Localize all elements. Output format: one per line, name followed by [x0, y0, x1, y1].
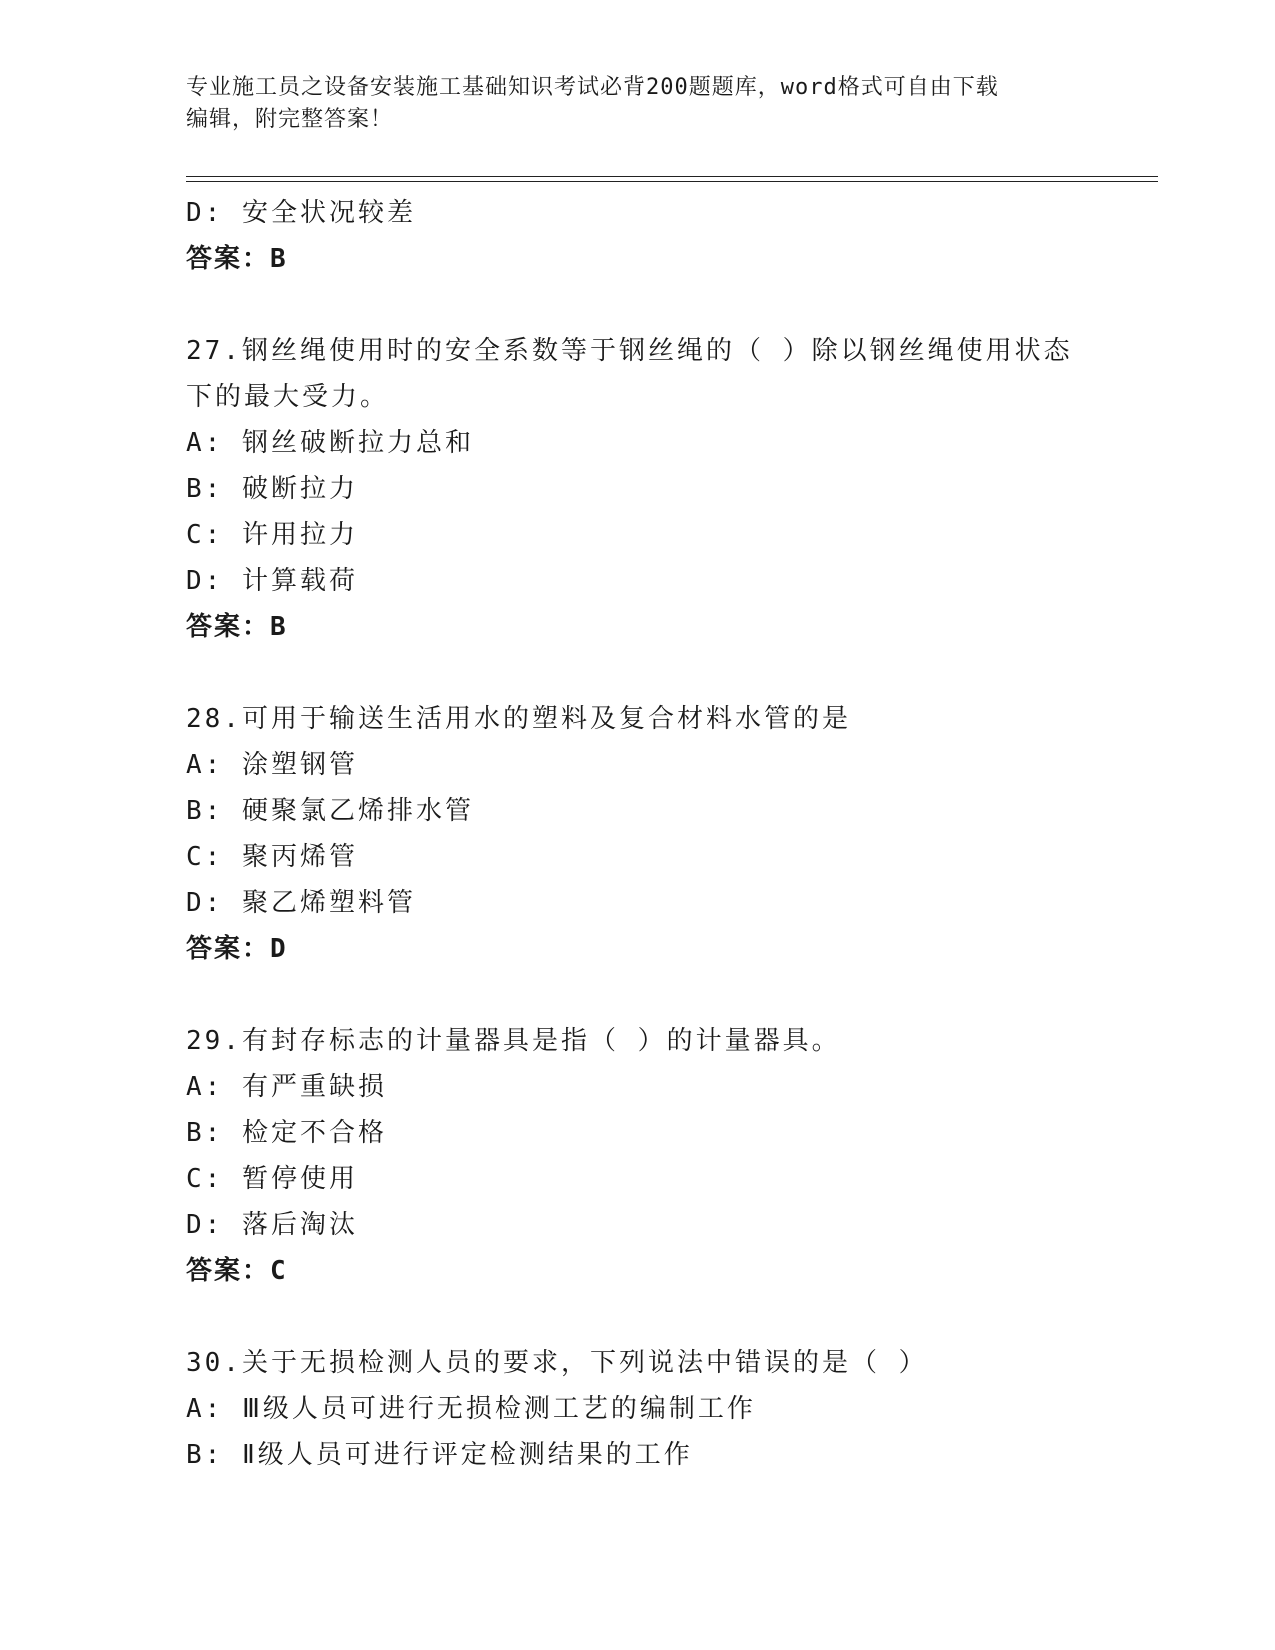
- spacer: [186, 650, 1126, 696]
- spacer: [186, 282, 1126, 328]
- option-b: B: 检定不合格: [186, 1118, 387, 1148]
- question-stem: 28.可用于输送生活用水的塑料及复合材料水管的是: [186, 704, 851, 734]
- question-stem: 27.钢丝绳使用时的安全系数等于钢丝绳的（ ）除以钢丝绳使用状态: [186, 336, 1073, 366]
- option-a: A: 涂塑钢管: [186, 750, 358, 780]
- question-29: [186, 1018, 1126, 1294]
- answer: 答案：B: [186, 244, 288, 274]
- question-26-tail: [186, 190, 1126, 282]
- option-b: B: 破断拉力: [186, 474, 358, 504]
- header-title-line-2: 编辑，附完整答案！: [186, 107, 394, 132]
- spacer: [186, 972, 1126, 1018]
- option-d: D: 落后淘汰: [186, 1210, 358, 1240]
- option-d: D: 计算载荷: [186, 566, 358, 596]
- question-28: [186, 696, 1126, 972]
- page-header: [186, 72, 1086, 136]
- question-27: [186, 328, 1126, 650]
- header-divider: [186, 176, 1158, 182]
- option-a: A: 钢丝破断拉力总和: [186, 428, 474, 458]
- option-c: C: 暂停使用: [186, 1164, 358, 1194]
- question-list: [186, 190, 1126, 1478]
- question-30: [186, 1340, 1126, 1478]
- option-d: D: 安全状况较差: [186, 198, 416, 228]
- option-c: C: 聚丙烯管: [186, 842, 358, 872]
- option-a: A: Ⅲ级人员可进行无损检测工艺的编制工作: [186, 1394, 756, 1424]
- option-b: B: Ⅱ级人员可进行评定检测结果的工作: [186, 1440, 693, 1470]
- header-title-line-1: 专业施工员之设备安装施工基础知识考试必背200题题库，word格式可自由下载: [186, 75, 999, 100]
- question-stem: 29.有封存标志的计量器具是指（ ）的计量器具。: [186, 1026, 841, 1056]
- question-stem: 30.关于无损检测人员的要求，下列说法中错误的是（ ）: [186, 1348, 928, 1378]
- option-c: C: 许用拉力: [186, 520, 358, 550]
- option-d: D: 聚乙烯塑料管: [186, 888, 416, 918]
- answer: 答案：C: [186, 1256, 288, 1286]
- question-stem-continued: 下的最大受力。: [186, 382, 390, 412]
- spacer: [186, 1294, 1126, 1340]
- option-a: A: 有严重缺损: [186, 1072, 387, 1102]
- answer: 答案：D: [186, 934, 288, 964]
- option-b: B: 硬聚氯乙烯排水管: [186, 796, 474, 826]
- answer: 答案：B: [186, 612, 288, 642]
